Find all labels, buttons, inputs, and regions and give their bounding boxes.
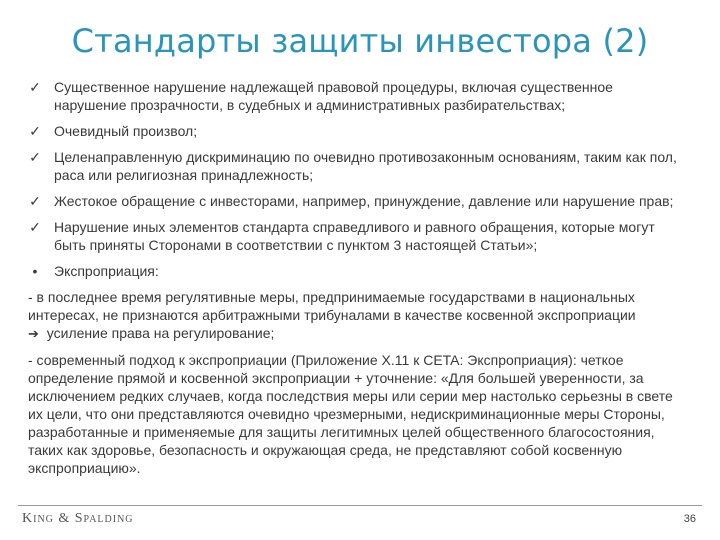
- arrow-right-icon: ➔: [28, 326, 39, 341]
- bullet-item: [28, 218, 688, 254]
- bullet-dot-icon: •: [32, 263, 38, 279]
- bullet-text: Целенаправленную дискриминацию по очевидно противозаконным основаниям, таким как пол, раса или религиозная принадлежность;: [54, 149, 677, 183]
- checkmark-icon: ✓: [29, 123, 41, 139]
- bullet-text: Нарушение иных элементов стандарта справедливого и равного обращения, которые могут быть приняты Сторонами в соответствии с пунктом 3 настоящей Статьи»;: [54, 219, 655, 253]
- bullet-item: [28, 262, 688, 280]
- bullet-item: [28, 78, 688, 114]
- bullet-item: [28, 122, 688, 140]
- paragraph-modern-approach: [28, 351, 688, 477]
- page-number: 36: [683, 513, 696, 525]
- checkmark-icon: ✓: [29, 193, 41, 209]
- paragraph-text: - современный подход к экспроприации (Приложение X.11 к CETA: Экспроприация): четкое определение прямой и косвенной экспроприации + уточнение: «Для большей уверенности, за исключением редких случаев, когда последствия меры или серии мер настолько серьезны в свете их цели, что они представляются очевидно чрезмерными, недискриминационные меры Стороны, разработанные и применяемые для защиты легитимных целей общественного благосостояния, таких как здоровье, безопасность и окружающая среда, не представляют собой косвенную экспроприацию».: [28, 352, 673, 476]
- paragraph-regulatory: [28, 288, 688, 343]
- footer-divider: [18, 505, 702, 506]
- bullet-text: Очевидный произвол;: [54, 123, 198, 139]
- paragraph-arrow-text: усиление права на регулирование;: [46, 325, 275, 341]
- slide-content: [28, 78, 688, 485]
- bullet-text: Жестокое обращение с инвесторами, например, принуждение, давление или нарушение прав;: [54, 193, 674, 209]
- bullet-text: Существенное нарушение надлежащей правовой процедуры, включая существенное нарушение прозрачности, в судебных и административных разбирательствах;: [54, 79, 613, 113]
- checkmark-icon: ✓: [29, 79, 41, 95]
- bullet-item: [28, 192, 688, 210]
- checkmark-icon: ✓: [29, 219, 41, 235]
- paragraph-text: - в последнее время регулятивные меры, предпринимаемые государствами в национальных интересах, не признаются арбитражными трибуналами в качестве косвенной экспроприации: [28, 289, 636, 323]
- slide-title: Стандарты защиты инвестора (2): [71, 22, 649, 60]
- checkmark-icon: ✓: [29, 149, 41, 165]
- bullet-item: [28, 148, 688, 184]
- company-logo: King & Spalding: [22, 511, 134, 526]
- bullet-text: Экспроприация:: [54, 263, 159, 279]
